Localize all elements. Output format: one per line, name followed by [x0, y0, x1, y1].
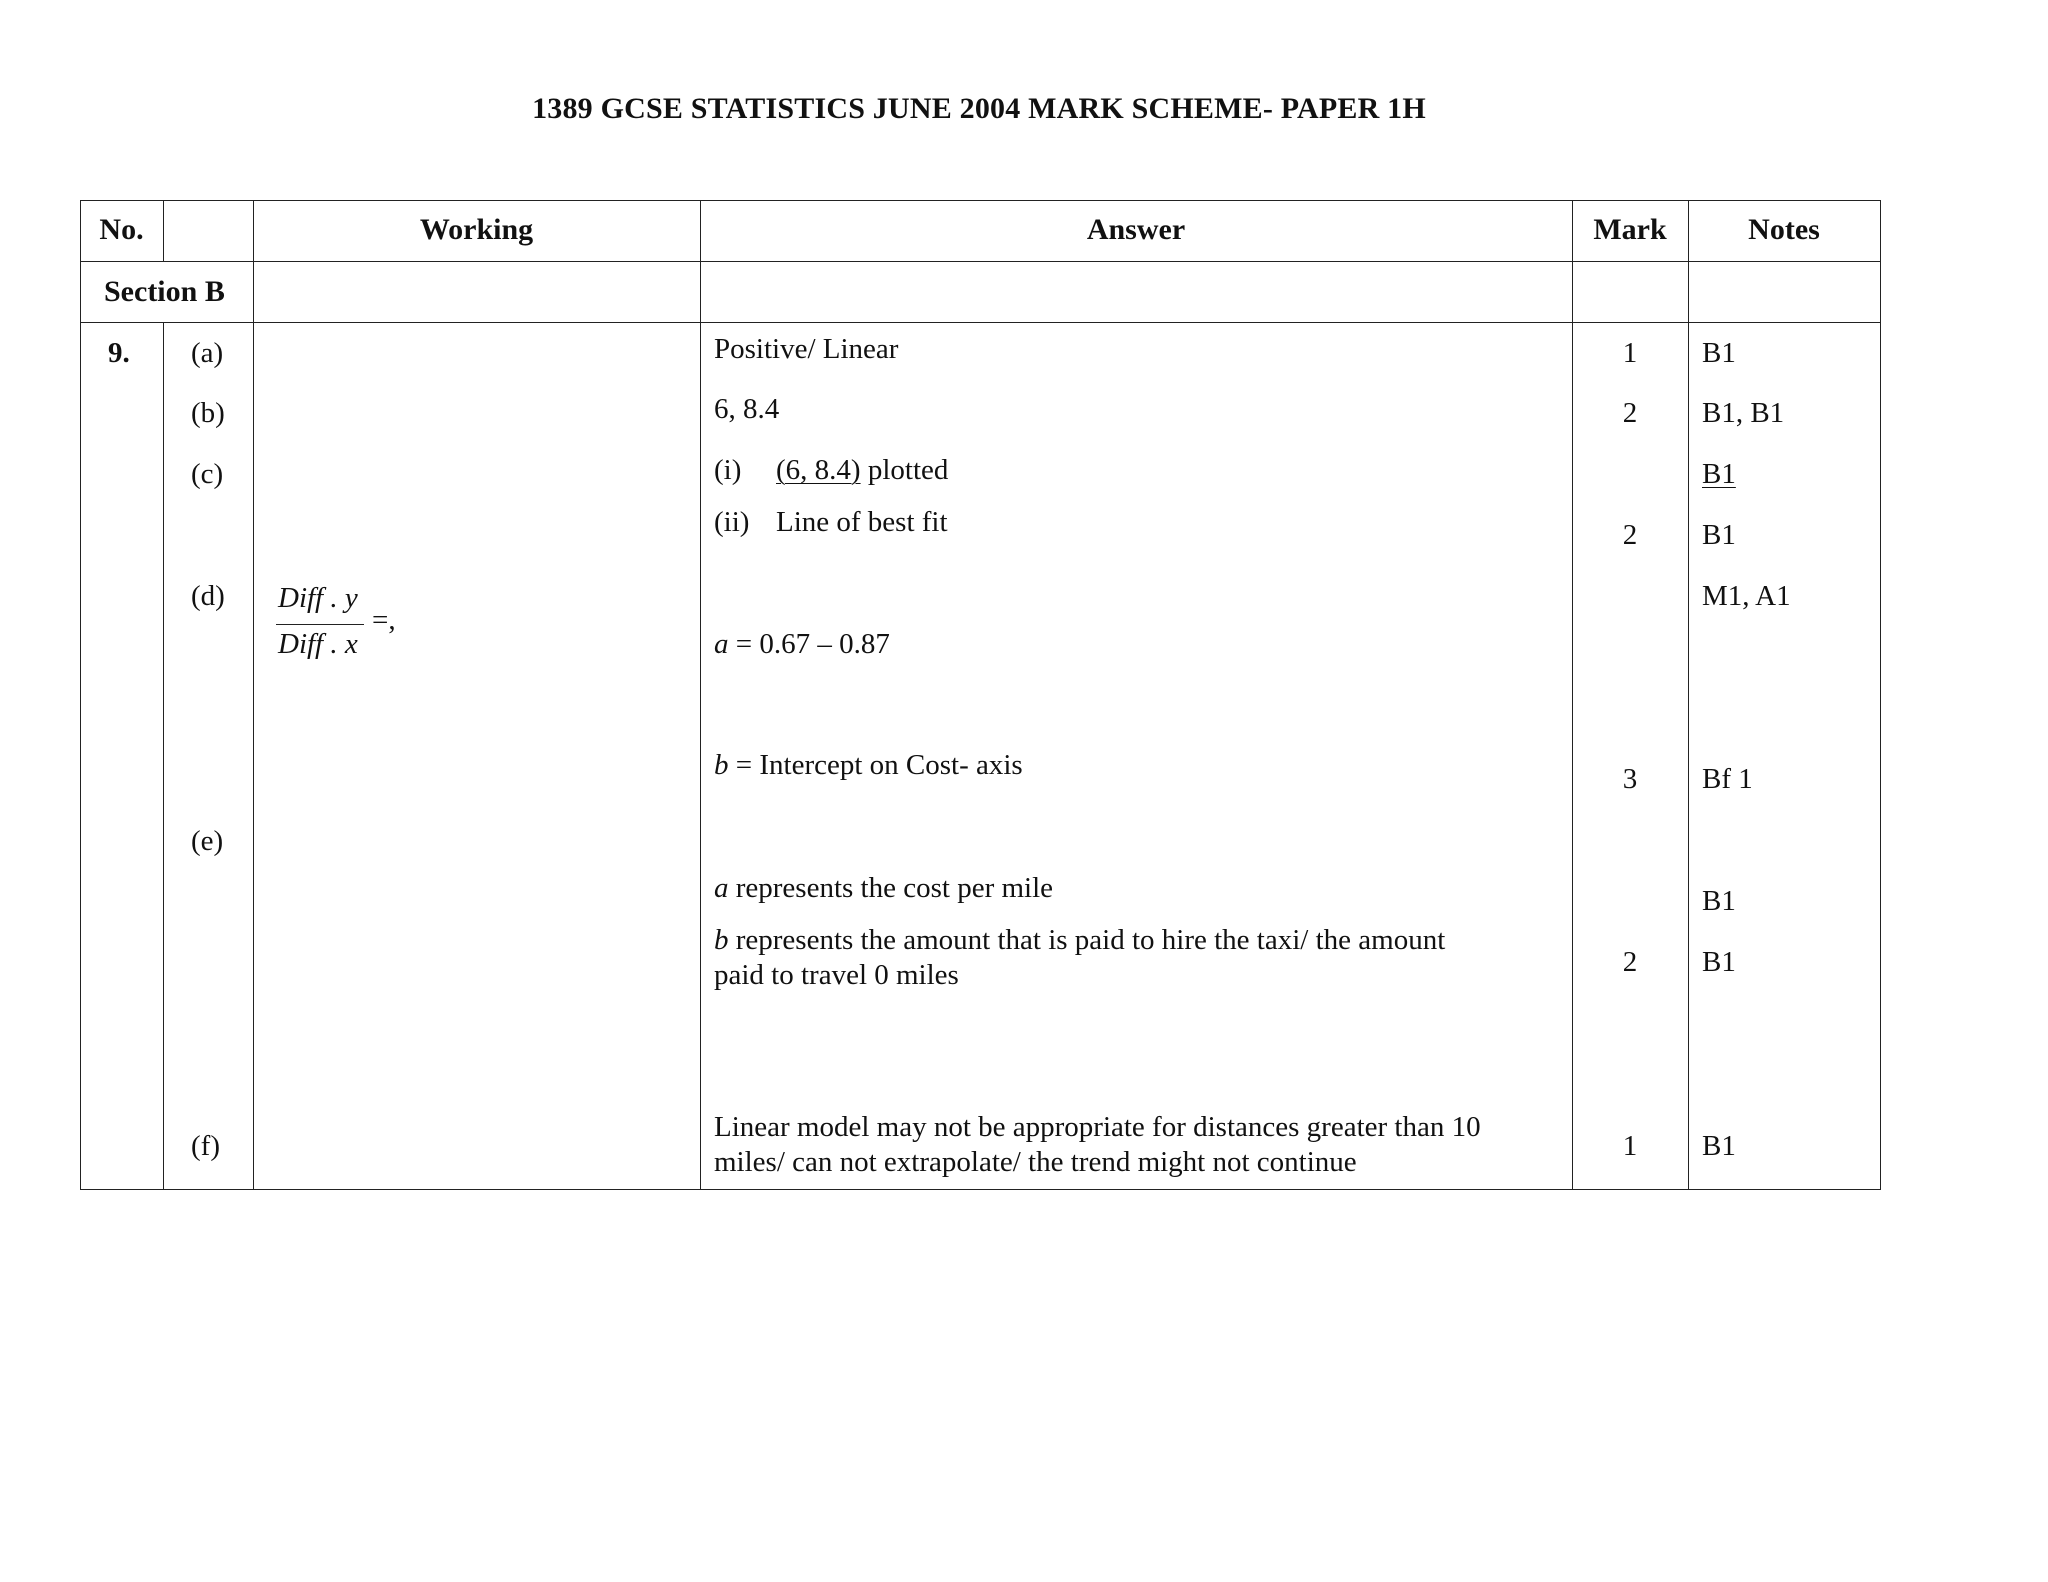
- part-e-b-answer-line2: paid to travel 0 miles: [714, 959, 959, 991]
- header-answer: Answer: [1086, 213, 1186, 246]
- part-d-note: M1, A1: [1702, 580, 1791, 612]
- section-row-divider: [80, 322, 1880, 323]
- part-e-label: (e): [191, 825, 224, 857]
- part-e-b-answer-line1: [714, 923, 1445, 958]
- part-f-label: (f): [191, 1130, 220, 1162]
- part-d-a-answer: [714, 627, 890, 662]
- part-e-b-note: B1: [1702, 946, 1736, 978]
- part-c-ii-answer: Line of best fit: [776, 506, 948, 538]
- part-d-b-note: Bf 1: [1702, 763, 1753, 795]
- part-e-b-text-line1: represents the amount that is paid to hire the taxi/ the amount: [728, 924, 1446, 956]
- part-d-working-numerator: Diff . y: [278, 582, 358, 614]
- part-d-label: (d): [191, 580, 225, 612]
- variable-a: a: [714, 628, 729, 660]
- header-notes: Notes: [1748, 213, 1820, 246]
- part-c-i-label: (i): [714, 454, 742, 486]
- section-label: Section B: [104, 275, 225, 308]
- col-divider-answer: [700, 200, 701, 1190]
- part-b-mark: 2: [1622, 397, 1638, 429]
- part-d-b-answer: [714, 748, 1023, 783]
- question-number: 9.: [108, 337, 130, 369]
- part-d-a-text: = 0.67 – 0.87: [728, 628, 890, 660]
- part-e-a-answer: [714, 871, 1053, 906]
- part-b-answer: 6, 8.4: [714, 393, 780, 425]
- table-border-top: [80, 200, 1880, 201]
- part-f-answer-line2: miles/ can not extrapolate/ the trend might not continue: [714, 1146, 1357, 1178]
- col-divider-notes: [1688, 200, 1689, 1190]
- part-c-ii-note: B1: [1702, 519, 1736, 551]
- part-d-working-suffix: =,: [372, 604, 396, 636]
- part-c-i-answer: [776, 453, 948, 488]
- header-row-divider: [80, 261, 1880, 262]
- part-d-working-fraction: [276, 582, 416, 672]
- part-c-i-rest: plotted: [860, 454, 949, 486]
- part-a-answer: Positive/ Linear: [714, 333, 899, 365]
- table-border-left: [80, 200, 81, 1190]
- part-c-mark: 2: [1622, 519, 1638, 551]
- part-c-i-point: (6, 8.4): [776, 454, 861, 486]
- col-divider-part-header: [163, 200, 164, 261]
- part-a-note: B1: [1702, 337, 1736, 369]
- variable-b: b: [714, 749, 729, 781]
- part-a-mark: 1: [1622, 337, 1638, 369]
- part-b-label: (b): [191, 397, 225, 429]
- part-a-label: (a): [191, 337, 224, 369]
- part-b-note: B1, B1: [1702, 397, 1785, 429]
- document-title: 1389 GCSE STATISTICS JUNE 2004 MARK SCHEME- PAPER 1H: [532, 92, 1426, 125]
- table-border-bottom: [80, 1189, 1880, 1190]
- part-e-a-text: represents the cost per mile: [728, 872, 1054, 904]
- mark-scheme-table: [80, 200, 1880, 1190]
- header-mark: Mark: [1593, 213, 1667, 246]
- part-d-mark: 3: [1622, 763, 1638, 795]
- part-c-ii-label: (ii): [714, 506, 750, 538]
- variable-b: b: [714, 924, 729, 956]
- part-d-working-denominator: Diff . x: [278, 628, 358, 660]
- part-e-mark: 2: [1622, 946, 1638, 978]
- part-d-b-text: = Intercept on Cost- axis: [728, 749, 1023, 781]
- fraction-bar: [276, 624, 364, 625]
- part-f-answer-line1: Linear model may not be appropriate for distances greater than 10: [714, 1111, 1481, 1143]
- part-e-a-note: B1: [1702, 885, 1736, 917]
- header-working: Working: [419, 213, 534, 246]
- table-border-right: [1880, 200, 1881, 1190]
- header-no: No.: [99, 213, 144, 246]
- col-divider-part: [163, 322, 164, 1190]
- variable-a: a: [714, 872, 729, 904]
- part-c-label: (c): [191, 458, 224, 490]
- col-divider-working: [253, 200, 254, 1190]
- part-c-i-note: B1: [1702, 458, 1736, 490]
- part-f-note: B1: [1702, 1130, 1736, 1162]
- part-f-mark: 1: [1622, 1130, 1638, 1162]
